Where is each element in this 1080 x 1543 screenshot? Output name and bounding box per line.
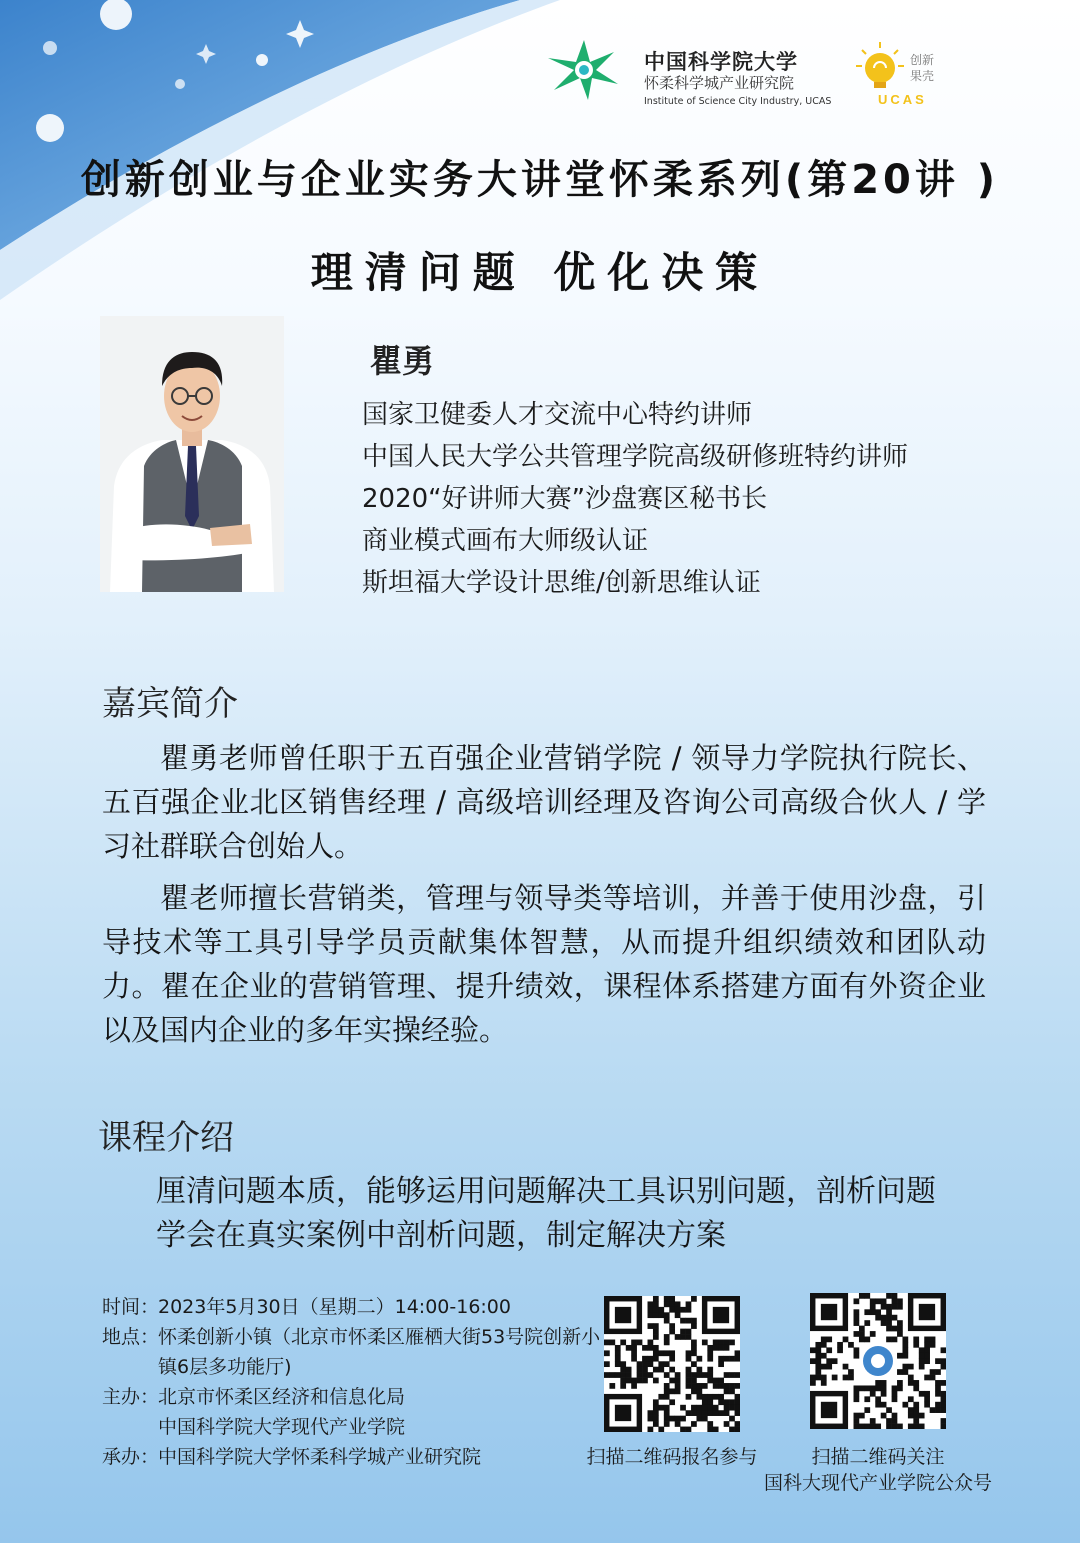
innovation-bulb-logo-icon — [850, 40, 960, 112]
ucas-star-logo-icon — [520, 38, 642, 102]
event-host-label: 主办： — [102, 1386, 160, 1408]
svg-text:创新: 创新 — [910, 53, 935, 67]
guest-intro-paragraph: 瞿勇老师曾任职于五百强企业营销学院 / 领导力学院执行院长、五百强企业北区销售经理 / 高级培训经理及咨询公司高级合伙人 / 学习社群联合创始人。 — [102, 741, 986, 863]
event-host-row — [102, 1382, 602, 1442]
wechat-qr-caption-line2: 国科大现代产业学院公众号 — [763, 1472, 992, 1494]
event-organizer-value: 中国科学院大学怀柔科学城产业研究院 — [158, 1446, 482, 1468]
event-organizer-label: 承办： — [102, 1446, 160, 1468]
speaker-credentials-list — [362, 394, 908, 604]
course-intro-list — [156, 1170, 936, 1258]
speaker-photo — [100, 316, 284, 592]
event-place-label: 地点： — [102, 1326, 160, 1348]
lecture-title: 理清问题 优化决策 — [310, 248, 770, 297]
event-time-label: 时间： — [102, 1296, 160, 1318]
credential-item: 国家卫健委人才交流中心特约讲师 — [362, 400, 753, 430]
event-time-row — [102, 1292, 602, 1322]
event-time-value: 2023年5月30日（星期二）14:00-16:00 — [158, 1296, 511, 1318]
event-organizer-row — [102, 1442, 602, 1472]
guest-intro-heading: 嘉宾简介 — [102, 684, 238, 724]
qr-code-icon — [604, 1296, 740, 1432]
credential-item: 斯坦福大学设计思维/创新思维认证 — [362, 568, 761, 598]
event-host-item: 北京市怀柔区经济和信息化局 — [158, 1386, 406, 1408]
event-host-value — [158, 1382, 602, 1442]
wechat-qr-caption-line1: 扫描二维码关注 — [811, 1446, 945, 1468]
course-intro-heading: 课程介绍 — [98, 1118, 234, 1158]
event-place-value: 怀柔创新小镇（北京市怀柔区雁栖大街53号院创新小镇6层多功能厅) — [158, 1326, 601, 1378]
event-series-title: 创新创业与企业实务大讲堂怀柔系列(第20讲 ) — [80, 157, 1000, 203]
event-host-item: 中国科学院大学现代产业学院 — [158, 1416, 406, 1438]
credential-item: 商业模式画布大师级认证 — [362, 526, 649, 556]
course-intro-line: 学会在真实案例中剖析问题，制定解决方案 — [156, 1218, 726, 1253]
course-intro-line: 厘清问题本质，能够运用问题解决工具识别问题，剖析问题 — [156, 1174, 936, 1209]
credential-item: 中国人民大学公共管理学院高级研修班特约讲师 — [362, 442, 909, 472]
speaker-name: 瞿勇 — [370, 342, 435, 380]
wechat-follow-qr-code[interactable] — [810, 1293, 946, 1429]
svg-text:UCAS: UCAS — [878, 92, 927, 107]
org-subname-cn: 怀柔科学城产业研究院 — [644, 74, 795, 92]
qr-code-icon — [810, 1293, 946, 1429]
event-place-row — [102, 1322, 602, 1382]
svg-text:果壳: 果壳 — [910, 69, 935, 83]
guest-intro-paragraph: 瞿老师擅长营销类，管理与领导类等培训，并善于使用沙盘，引导技术等工具引导学员贡献集体智慧，从而提升组织绩效和团队动力。瞿在企业的营销管理、提升绩效，课程体系搭建方面有外资企业以及国内企业的多年实操经验。 — [102, 881, 986, 1047]
credential-item: 2020“好讲师大赛”沙盘赛区秘书长 — [362, 484, 768, 514]
registration-qr-code[interactable] — [604, 1296, 740, 1432]
org-name-cn: 中国科学院大学 — [644, 50, 798, 74]
registration-qr-caption: 扫描二维码报名参与 — [586, 1446, 758, 1468]
event-details — [102, 1292, 602, 1472]
org-name-en: Institute of Science City Industry, UCAS — [644, 96, 832, 107]
speaker-portrait-image — [100, 316, 284, 592]
